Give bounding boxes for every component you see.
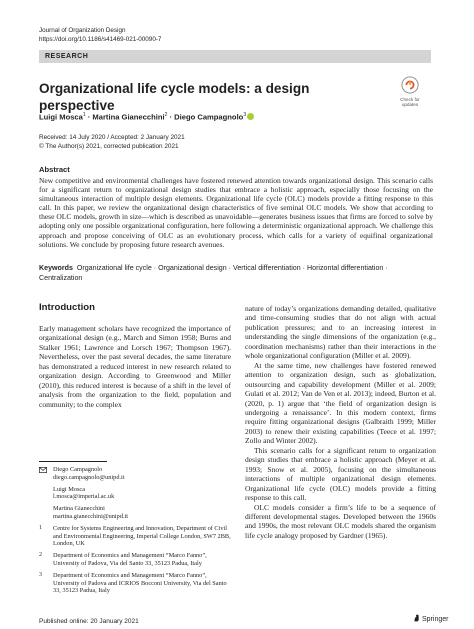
author-list bbox=[39, 110, 254, 123]
keywords bbox=[39, 264, 433, 283]
journal-header bbox=[39, 27, 161, 44]
intro-paragraph: Early management scholars have recognized the importance of organizational design (e.g., March and Simon 1958; Burns and Stalker 1961; Lawrence and Lorsch 1967; Thompson 1967). Nevertheless, over the past several decades, the same literature has demonstrated a reduced interest in new research related to organization design. According to Greenwood and Miller (2010), this reduced interest is because of a shift in the level of analysis from the organization to the field, population and community; to the complex bbox=[39, 324, 231, 409]
intro-paragraph: This scenario calls for a significant return to organization design studies that embrace a holistic approach (Meyer et al. 1993; Snow et al. 2005), focusing on the simultaneous interactions of multiple organizational design elements. Organizational life cycle (OLC) models provide a fitting response to this call. bbox=[245, 445, 436, 503]
correspondence-email[interactable]: diego.campagnolo@unipd.it bbox=[53, 473, 125, 481]
correspondence-name: Martina Gianecchini bbox=[53, 505, 105, 513]
body-column-left bbox=[39, 324, 231, 409]
section-label: RESEARCH bbox=[39, 50, 431, 63]
publisher-logo bbox=[413, 614, 448, 623]
journal-name: Journal of Organization Design bbox=[39, 27, 126, 34]
affiliation-text: Department of Economics and Management “Marco Fanno”, University of Padova and ICRIOS Bocconi University, Via del Santo 33, 35123 Padua, Italy bbox=[53, 571, 227, 595]
published-online-date: Published online: 20 January 2021 bbox=[39, 618, 139, 625]
affiliation-text: Centre for Systems Engineering and Innovation, Department of Civil and Environmental Engineering, Imperial College London, SW7 2BB, London, UK bbox=[53, 524, 231, 548]
author-name[interactable]: Diego Campagnolo bbox=[174, 112, 244, 122]
correspondence-name: Luigi Mosca bbox=[53, 485, 86, 493]
author-name[interactable]: Luigi Mosca bbox=[39, 112, 83, 122]
author-name[interactable]: Martina Gianecchini bbox=[92, 112, 165, 122]
author-affil-mark: 1 bbox=[82, 112, 86, 118]
abstract-heading: Abstract bbox=[39, 165, 70, 174]
intro-paragraph: nature of today’s organizations demanding detailed, qualitative and time-consuming studies that do not align with actual publication pressures; and to an increasing interest in understanding the single dimensions of the organization (e.g., coordination mechanisms) rather than their interactions in the whole organizational configuration (Miller et al. 2009). bbox=[245, 304, 436, 361]
check-for-updates-button[interactable] bbox=[397, 76, 423, 108]
affiliation-mark: 1 bbox=[39, 524, 42, 531]
affiliation-text: Department of Economics and Management “Marco Fanno”, University of Padova, Via del Santo 33, 35123 Padua, Italy bbox=[53, 552, 207, 567]
envelope-icon bbox=[39, 467, 47, 473]
intro-paragraph: OLC models consider a firm’s life to be a sequence of different developmental stages. Developed between the 1960s and 1990s, the most relevant OLC models shared the organism life cycle analogy proposed by Gardner (1965). bbox=[245, 502, 436, 540]
affiliation-mark: 3 bbox=[39, 571, 42, 578]
correspondence-block bbox=[39, 466, 234, 521]
affiliation-mark: 2 bbox=[39, 552, 42, 559]
abstract-section bbox=[39, 165, 433, 249]
keywords-list: Organizational life cycle · Organizational design · Vertical differentiation · Horizontal differentiation · Centralization bbox=[39, 264, 388, 282]
author-affil-mark: 2 bbox=[164, 112, 168, 118]
correspondence-email[interactable]: martina.gianecchini@unipd.it bbox=[53, 512, 129, 520]
keywords-label: Keywords bbox=[39, 264, 73, 272]
springer-horse-icon bbox=[413, 614, 420, 622]
publisher-name: Springer bbox=[422, 616, 449, 623]
author-affil-mark: 3 bbox=[243, 112, 247, 118]
affiliation bbox=[39, 572, 234, 595]
check-updates-line1: Check for bbox=[400, 97, 420, 103]
article-title: Organizational life cycle models: a design perspective bbox=[39, 81, 310, 113]
affiliation bbox=[39, 552, 234, 568]
correspondence-email[interactable]: l.mosca@imperial.ac.uk bbox=[53, 493, 115, 501]
doi-link[interactable]: https://doi.org/10.1186/s41469-021-00090-7 bbox=[39, 35, 162, 43]
body-column-right bbox=[245, 304, 436, 540]
intro-paragraph: At the same time, new challenges have fostered renewed attention to organization design, such as globalization, outsourcing and capability development (Miller et al. 2009; Gulati et al. 2012; Van de Ven et al. 2013); indeed, Burton et al. (2020, p. 1) argue that ‘the field of organization design is undergoing a renaissance’. In this modern context, firms require fitting organizational designs (Galbraith 1999; Miller 2003) to renew their existing capabilities (Teece et al. 1997; Zollo and Winter 2002). bbox=[245, 360, 436, 446]
footnotes bbox=[39, 466, 234, 599]
footnote-divider bbox=[39, 461, 107, 462]
received-accepted-dates: Received: 14 July 2020 / Accepted: 2 January 2021 bbox=[39, 134, 185, 141]
check-updates-icon bbox=[401, 76, 419, 94]
author-separator: · bbox=[167, 112, 175, 122]
affiliation bbox=[39, 525, 234, 548]
copyright-line: © The Author(s) 2021, corrected publication 2021 bbox=[39, 143, 179, 150]
abstract-text: New competitive and environmental challenges have fostered renewed attention towards organizational design. This scenario calls for a significant return to organizational design studies that embrace a holistic approach, especially those focusing on the simultaneous interaction of multiple design elements. Organizational life cycle (OLC) models provide a fitting response to this call. In this paper, we review the organizational design characteristics of five seminal OLC models. We show that according to these OLC models, growth in size—which is described as unavoidable—generates business issues that firms are forced to solve by adopting only one possible organizational configuration, here following a deterministic organizational approach. We challenge this approach and propose conceiving of OLC as an evolutionary process, which calls for a variety of equifinal organizational solutions. We conclude by proposing future research avenues. bbox=[39, 176, 433, 249]
introduction-heading: Introduction bbox=[39, 302, 95, 313]
check-updates-line2: updates bbox=[401, 102, 419, 108]
correspondence-name: Diego Campagnolo bbox=[53, 466, 103, 473]
article-dates bbox=[39, 133, 185, 151]
orcid-icon[interactable] bbox=[247, 113, 254, 120]
author-separator: · bbox=[85, 112, 93, 122]
